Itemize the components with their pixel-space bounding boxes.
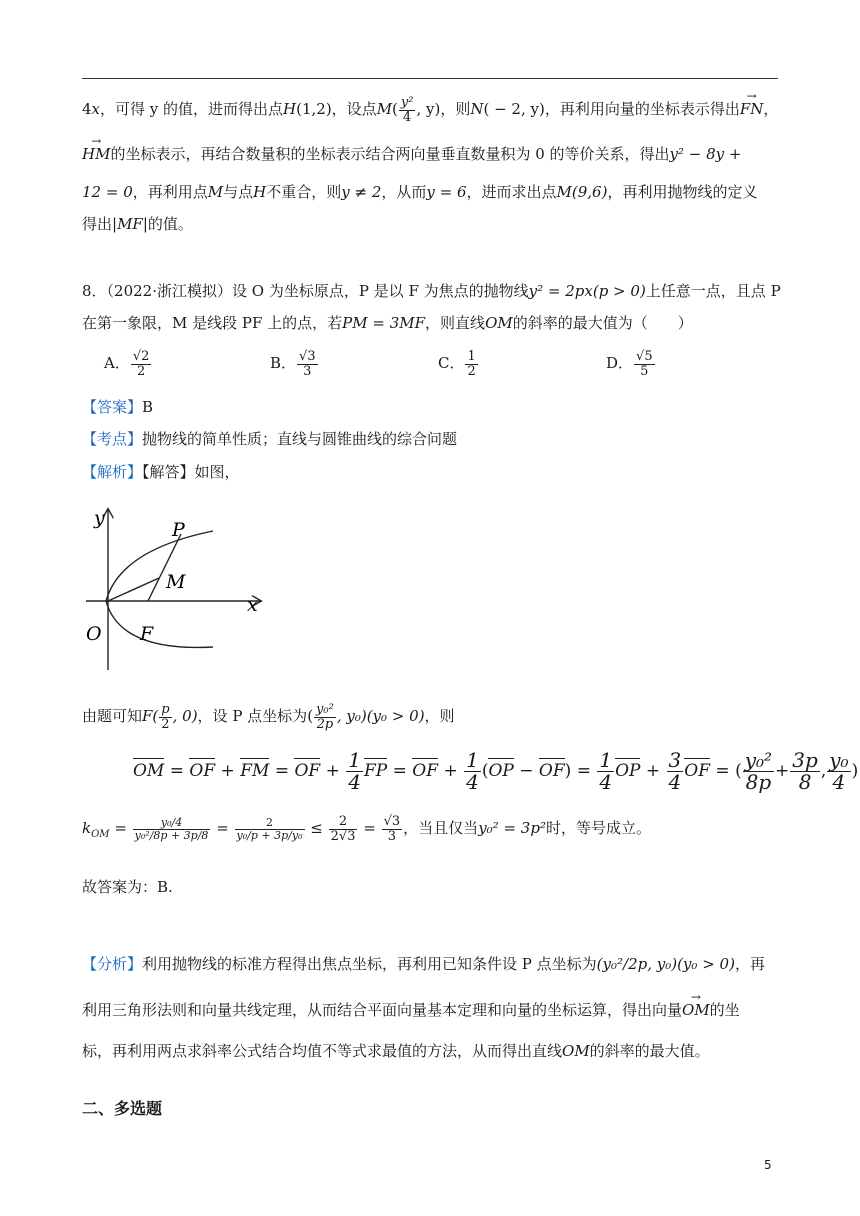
analysis-line-1: 【分析】利用抛物线的标准方程得出焦点坐标，再利用已知条件设 P 点坐标为(y₀²/2p, y₀)(y₀ > 0)，再 — [82, 955, 765, 973]
option-d[interactable]: D． $\frac{√5}{5}$ — [606, 349, 653, 379]
parabola-figure — [80, 500, 270, 675]
point-m-label: M — [166, 571, 186, 593]
page-number: 5 — [764, 1158, 772, 1172]
topic-tag: 【考点】 — [82, 430, 143, 448]
answer-line — [82, 396, 153, 418]
paragraph-line-2: → HM的坐标表示，再结合数量积的坐标表示结合两向量垂直数量积为 0 的等价关系，得出y² − 8y + — [82, 143, 742, 165]
paragraph-line-4: 得出|MF|的值。 — [82, 215, 193, 233]
answer-tag: 【答案】 — [82, 398, 143, 416]
focus-label: F — [140, 623, 154, 645]
vector-equation: OM = OF + FM = OF + $\frac{1}{4}$ FP = OF + $\frac{1}{4}$ (OP − OF) = $\frac{1}{4}$ OP + $\frac{3}{4}$ OF = ( $\frac{\text{y₀²}}{8p}$ + $\frac{3p}{8}$ , $\frac{\text{y₀}}{4}$ ) — [133, 748, 859, 794]
paragraph-line-3: 12 = 0，再利用点M与点H不重合，则y ≠ 2，从而y = 6，进而求出点M(9,6)，再利用抛物线的定义 — [82, 183, 758, 201]
derivation-line-1: 由题可知F( $\frac{p}{2}$ , 0)，设 P 点坐标为( $\frac{\text{y₀²}}{2p}$ , y₀)(y₀ > 0)，则 — [82, 702, 455, 732]
question-line-1: 8．（2022·浙江模拟）设 O 为坐标原点，P 是以 F 为焦点的抛物线y² = 2px(p > 0)上任意一点，且点 P — [82, 282, 781, 300]
option-a[interactable]: A． $\frac{√2}{2}$ — [104, 349, 150, 379]
option-c[interactable]: C． $\frac{1}{2}$ — [438, 349, 476, 379]
origin-label: O — [86, 623, 102, 645]
paragraph-line-1: 4x，可得 y 的值，进而得出点H(1,2)，设点M( $\frac{\text{y²}}{4}$ , y)，则N( − 2, y)，再利用向量的坐标表示得出→ FN， — [82, 96, 778, 124]
solution-line: 【解析】【解答】如图， — [82, 463, 240, 481]
answer-value: B — [142, 398, 154, 416]
conclusion-line: 故答案为：B. — [82, 878, 173, 896]
section-heading: 二、多选题 — [82, 1099, 163, 1118]
topic-line: 【考点】抛物线的简单性质；直线与圆锥曲线的综合问题 — [82, 430, 458, 448]
analysis-tag: 【分析】 — [82, 955, 143, 973]
analysis-line-2: 利用三角形法则和向量共线定理，从而结合平面向量基本定理和向量的坐标运算，得出向量→ OM的坐 — [82, 999, 740, 1021]
y-axis-label: y — [94, 507, 105, 529]
header-rule — [82, 78, 778, 79]
x-axis-label: x — [247, 594, 258, 616]
question-line-2: 在第一象限，M 是线段 PF 上的点，若PM = 3MF，则直线OM的斜率的最大值为（ ） — [82, 314, 693, 332]
parabola-curve — [106, 531, 213, 647]
option-b[interactable]: B． $\frac{√3}{3}$ — [270, 349, 316, 379]
analysis-line-3: 标，再利用两点求斜率公式结合均值不等式求最值的方法，从而得出直线OM的斜率的最大值。 — [82, 1042, 710, 1060]
solution-tag: 【解析】 — [82, 463, 143, 481]
point-p-label: P — [172, 519, 185, 541]
slope-line: $k_{OM}$ = $\frac{\text{y₀/4}}{\text{y₀²/8p + 3p/8}}$ = $\frac{2}{\text{y₀/p + 3p/y₀}}$ ≤ $\frac{2}{2√3}$ = $\frac{√3}{3}$ ，当且仅当y₀² = 3p²时，等号成立。 — [82, 814, 651, 844]
